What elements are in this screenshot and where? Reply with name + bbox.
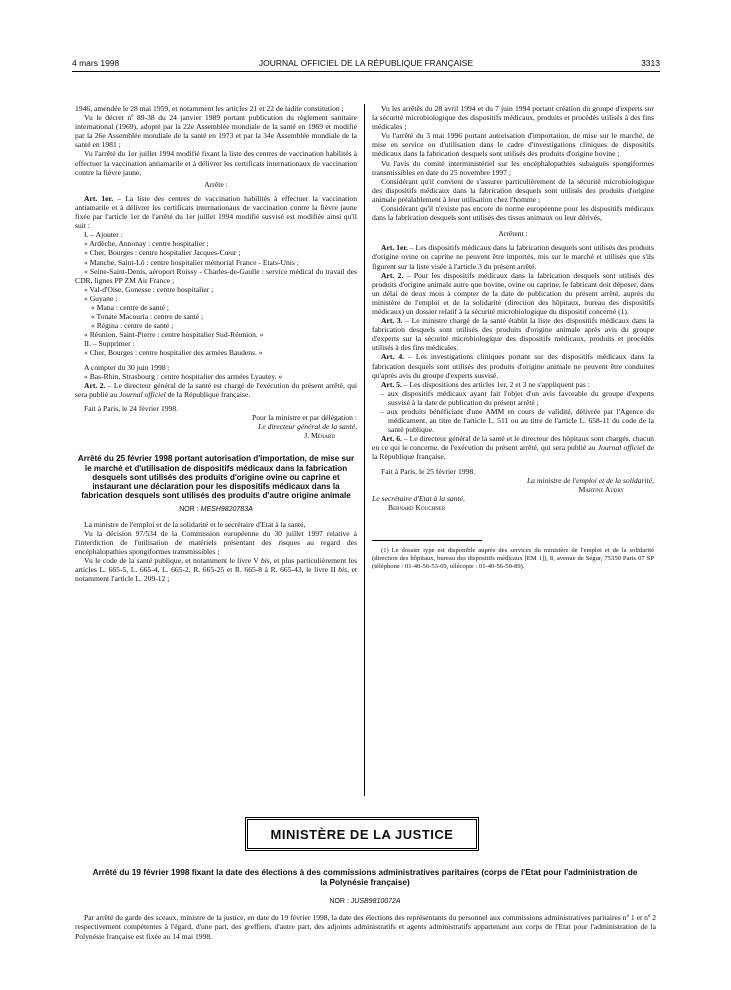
list-heading: II. – Supprimer : <box>84 339 135 349</box>
signatory-title: La ministre de l'emploi et de la solidarité, <box>526 475 654 485</box>
paragraph <box>75 556 357 583</box>
article-text: – Le ministre chargé de la santé établit la liste des dispositifs médicaux dans la fabrication desquels sont utilisés des produits d'origine animale après avis du groupe d'experts sur la sécurité microbiologique des dispositifs médicaux, produits et procédés utilisés à des fins médicales. <box>372 316 654 353</box>
list-item: « Bas-Rhin, Strasbourg : centre hospitalier des armées Lyautey. » <box>84 371 283 381</box>
nor-reference <box>75 505 357 514</box>
list-item: – aux dispositifs médicaux ayant fait l'objet d'un avis favorable du groupe d'experts susvisé à la date de publication du présent arrêté ; <box>380 388 654 407</box>
list-item: « Seine-Saint-Denis, aéroport Roissy - Charles-de-Gaulle : service médical du travail des CDR, lignes PP ZM Air France ; <box>75 266 357 285</box>
list-item: « Ardèche, Annonay : centre hospitalier ; <box>84 239 209 249</box>
article-1 <box>75 194 357 230</box>
text: , et notamment l'article L. 209-12 ; <box>75 565 357 584</box>
article-text: – Pour les dispositifs médicaux dans la fabrication desquels sont utilisés des produits d'origine animale autre que bovine, ovine ou caprine, le fabricant doit déposer, dans un délai de deux mois à compter de la date de publication du présent arrêté, auprès du ministère de l'emploi et de la solidarité (direction des hôpitaux, bureau des dispositifs médicaux) un dossier relatif à la sécurité microbiologique du dispositif concerné (1). <box>372 270 654 316</box>
page-number: 3313 <box>641 58 660 68</box>
paragraph: Considérant qu'il convient de s'assurer particulièrement de la sécurité microbiologique des dispositifs médicaux dans la fabrication desquels sont utilisés des produits d'origine animale préalablement à leur utilisation chez l'homme ; <box>372 176 654 204</box>
list-item: « Val-d'Oise, Gonesse : centre hospitalier ; <box>84 284 214 294</box>
signature: Bernard Kouchner <box>388 502 446 512</box>
article-text: de la République française. <box>165 389 251 399</box>
list-item: « Réunion, Saint-Pierre : centre hospitalier Sud-Réunion. » <box>84 330 264 340</box>
article-5 <box>372 380 654 389</box>
issue-date: 4 mars 1998 <box>72 58 120 68</box>
list-item: – aux produits bénéficiant d'une AMM en cours de validité, délivrée par l'Agence du médicament, au titre de l'article L. 511 ou au titre de l'article L. 658-11 du code de la santé publique. <box>380 407 654 435</box>
article-text: – La liste des centres de vaccination habilités à effectuer la vaccination antiamarile et à délivrer les certificats internationaux de vaccination contre la fièvre jaune fixée par l'article 1er de l'arrêté du 1er juillet 1994 modifié susvisé est modifiée ainsi qu'il suit : <box>75 193 357 231</box>
arretent-heading: Arrêtent : <box>498 229 528 239</box>
signature: J. Ménard <box>304 431 335 441</box>
list-item: « Cher, Bourges : centre hospitalier des armées Baudens. » <box>84 348 263 358</box>
header-rule <box>72 71 660 72</box>
paragraph: Vu les arrêtés du 28 avril 1994 et du 7 juin 1994 portant création du groupe d'experts sur la sécurité microbiologique des dispositifs médicaux, produits et procédés utilisés à des fins médicales ; <box>372 104 654 132</box>
article-text: de la République française. <box>372 443 654 462</box>
decree-title: Arrêté du 25 février 1998 portant autorisation d'importation, de mise sur le marché et d'utilisation de dispositifs médicaux dans la fabrication desquels sont utilisés des produits d'origine ovine ou caprine et instaurant une déclaration pour les dispositifs médicaux dans la fabrication desquels sont utilisés des produits d'autre origine animale <box>77 454 355 501</box>
paragraph: Vu le décret nº 89-38 du 24 janvier 1989 portant publication du règlement sanitaire international (1969), adopté par la 22e Assemblée mondiale de la santé en 1969 et modifié par la 26e Assemblée mondiale de la santé en 1973 et par la 34e Assemblée mondiale de la santé en 1981 ; <box>75 113 357 150</box>
ministry-heading: MINISTÈRE DE LA JUSTICE <box>270 826 454 842</box>
list-item: « Tonate Macouria : centre de santé ; <box>91 312 204 322</box>
footnote: (1) Le dossier type est disponible auprès des services du ministère de l'emploi et de la solidarité (direction des hôpitaux, bureau des dispositifs médicaux [EM 1]), 8, avenue de Ségur, 75350 Paris 07 SP (téléphone : 01-40-56-53-69, télécopie : 01-40-56-50-89). <box>372 547 654 570</box>
article-text: – Le directeur général de la santé est chargé de l'exécution du présent arrêté, qui sera publié au <box>75 380 357 399</box>
list-item: « Cher, Bourges : centre hospitalier Jacques-Cœur ; <box>84 248 241 258</box>
paragraph: 1946, amendée le 28 mai 1959, et notamment les articles 21 et 22 de ladite constitution ; <box>75 104 344 113</box>
article-text: – Les dispositifs médicaux dans la fabrication desquels sont utilisés des produits d'origine ovine ou caprine ne peuvent être importés, mis sur le marché et utilisés que s'ils figurent sur la liste visée à l'article 3 du présent arrêté. <box>372 243 654 271</box>
list-item: « Manche, Saint-Lô : centre hospitalier mémorial France - Etats-Unis ; <box>84 257 299 267</box>
footnote-rule <box>372 540 482 541</box>
article-text: – Les investigations cliniques portant sur des dispositifs médicaux dans la fabrication desquels sont utilisés des produits d'origine animale ne peuvent être conduites qu'après avis du groupe d'experts susvisé. <box>372 352 654 380</box>
article-label: Art. 6. <box>381 434 402 444</box>
article-label: Art. 2. <box>381 270 404 280</box>
text: Vu le code de la santé publique, et notamment le livre V <box>84 556 261 566</box>
paragraph: Considérant qu'il n'existe pas encore de norme européenne pour les dispositifs médicaux dans la fabrication desquels sont utilisés des tissus animaux ou leur dérivés, <box>372 204 654 223</box>
nor-label: NOR : <box>179 505 201 513</box>
decree-body: Par arrêté du garde des sceaux, ministre de la justice, en date du 19 février 1998, la date des élections des représentants du personnel aux commissions administratives paritaires nº 1 et nº 2 respectivement compétentes à l'égard, d'une part, des greffiers, d'autre part, des adjoints administratifs et agents administratifs appartenant aux corps de l'Etat pour l'administration de la Polynésie française est fixée au 14 mai 1998. <box>75 913 656 941</box>
paragraph: Vu l'arrêté du 3 mai 1996 portant autorisation d'importation, de mise sur le marché, de mise en service ou d'utilisation dans le cadre d'investigations cliniques de dispositifs médicaux dans la fabrication desquels sont utilisés des produits d'origine bovine ; <box>372 131 654 159</box>
paragraph: Vu l'arrêté du 1er juillet 1994 modifié fixant la liste des centres de vaccination habilités à effectuer la vaccination antiamarile et à délivrer les certificats internationaux de vaccination contre la fièvre jaune, <box>75 149 357 177</box>
date-line: Fait à Paris, le 24 février 1998. <box>84 403 179 413</box>
article-text: – Le directeur général de la santé et le directeur des hôpitaux sont chargés, chacun en ce qui le concerne, de l'exécution du présent arrêté, qui sera publié au <box>372 434 654 453</box>
article-6 <box>372 434 654 461</box>
date-line: Fait à Paris, le 25 février 1998. <box>381 466 476 476</box>
decree-title: Arrêté du 19 février 1998 fixant la date des élections à des commissions administratives paritaires (corps de l'Etat pour l'administration de la Polynésie française) <box>92 867 638 887</box>
page-header <box>72 58 660 70</box>
left-column <box>75 104 357 584</box>
signature: Martine Aubry <box>578 484 624 494</box>
delegation-line: Pour la ministre et par délégation : <box>251 413 357 422</box>
column-divider <box>364 104 365 796</box>
list-heading: I. – Ajouter : <box>84 230 123 240</box>
signatory-title: Le directeur général de la santé, <box>258 422 357 432</box>
article-2 <box>372 271 654 316</box>
paragraph: A compter du 30 juin 1998 : <box>84 362 170 372</box>
list-item: « Mana : centre de santé ; <box>91 302 170 312</box>
article-1 <box>372 243 654 270</box>
ministry-heading-box <box>245 817 479 851</box>
article-label: Art. 5. <box>381 379 402 389</box>
article-label: Art. 4. <box>381 352 405 362</box>
arrete-heading: Arrête : <box>204 179 228 189</box>
journal-name: Journal officiel <box>119 389 166 399</box>
article-text: – Les dispositions des articles 1er, 2 et 3 ne s'appliquent pas : <box>401 379 590 389</box>
signatory-title: Le secrétaire d'Etat à la santé, <box>372 493 465 503</box>
text: bis <box>260 556 270 566</box>
article-2 <box>75 381 357 399</box>
paragraph: Vu la décision 97/534 de la Commission européenne du 30 juillet 1997 relative à l'interdiction de l'utilisation de matériels présentant des risques au regard des encéphalopathies spongiformes transmissibles ; <box>75 528 357 557</box>
nor-value: MESH9820783A <box>200 505 253 513</box>
article-label: Art. 3. <box>381 316 403 326</box>
nor-label: NOR : <box>329 898 351 905</box>
article-3 <box>372 316 654 352</box>
text: , et plus particulièrement les articles L. 665-5, L. 665-4, L. 665-2, R. 665-25 et R. 665-8 à R. 665-43, le livre II <box>75 556 357 575</box>
text: bis <box>338 565 348 575</box>
list-item: « Guyane : <box>84 293 118 303</box>
article-label: Art. 1er. <box>84 193 114 203</box>
paragraph: Vu l'avis du comité interministériel sur les encéphalopathies subaiguës spongiformes transmissibles en date du 25 novembre 1997 ; <box>372 158 654 177</box>
nor-reference <box>90 898 640 905</box>
list-item: « Régina : centre de santé ; <box>91 321 174 331</box>
article-4 <box>372 352 654 379</box>
nor-value: JUSB9810072A <box>350 898 401 905</box>
journal-title: JOURNAL OFFICIEL DE LA RÉPUBLIQUE FRANÇAISE <box>258 58 474 68</box>
journal-name: Journal officiel <box>597 443 645 453</box>
paragraph: La ministre de l'emploi et de la solidarité et le secrétaire d'Etat à la santé, <box>84 519 306 529</box>
article-label: Art. 1er. <box>381 243 408 253</box>
right-column <box>372 104 654 570</box>
article-label: Art. 2. <box>84 380 106 390</box>
